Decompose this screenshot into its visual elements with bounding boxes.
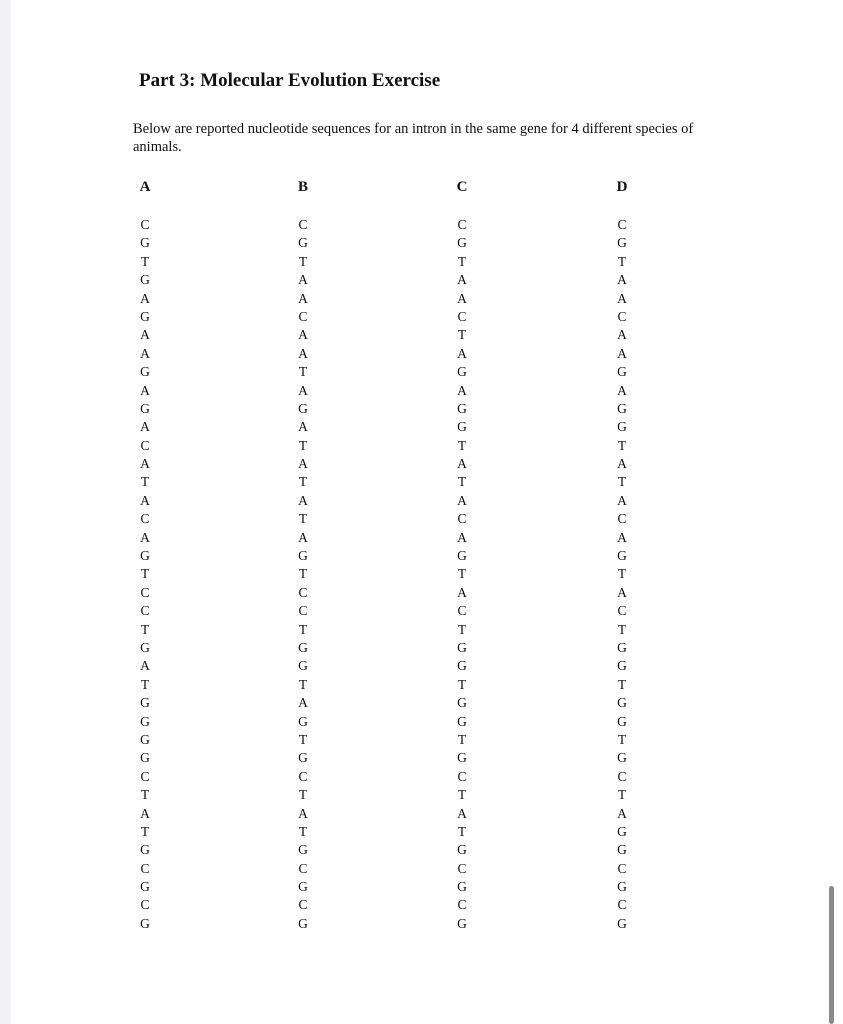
nucleotide: T (617, 731, 627, 747)
nucleotide: T (298, 823, 308, 839)
nucleotide: G (140, 235, 150, 251)
nucleotide: C (617, 860, 627, 876)
nucleotide: G (457, 419, 467, 435)
nucleotide: T (298, 787, 308, 803)
nucleotide: G (457, 364, 467, 380)
nucleotide: T (298, 437, 308, 453)
nucleotide: A (617, 805, 627, 821)
nucleotide: A (457, 805, 467, 821)
nucleotide: G (617, 842, 627, 858)
nucleotide: A (457, 529, 467, 545)
nucleotide: T (457, 823, 467, 839)
column-header: A (139, 179, 151, 195)
nucleotide: T (617, 676, 627, 692)
nucleotide: T (140, 676, 150, 692)
nucleotide: G (140, 548, 150, 564)
nucleotide: G (298, 915, 308, 931)
nucleotide-list (610, 216, 634, 933)
nucleotide: C (617, 768, 627, 784)
sequence-column-b (291, 178, 315, 933)
nucleotide: A (298, 456, 308, 472)
nucleotide: G (457, 879, 467, 895)
nucleotide: C (140, 584, 150, 600)
nucleotide: A (617, 327, 627, 343)
nucleotide: A (140, 327, 150, 343)
nucleotide: A (140, 658, 150, 674)
nucleotide: G (457, 639, 467, 655)
nucleotide: T (140, 253, 150, 269)
nucleotide: C (617, 897, 627, 913)
column-header: D (616, 179, 628, 195)
nucleotide: A (298, 805, 308, 821)
nucleotide: G (457, 750, 467, 766)
nucleotide: T (298, 511, 308, 527)
nucleotide: G (457, 695, 467, 711)
nucleotide: T (617, 787, 627, 803)
scrollbar[interactable] (829, 886, 834, 1024)
nucleotide: C (298, 860, 308, 876)
nucleotide: G (140, 695, 150, 711)
nucleotide: G (140, 842, 150, 858)
nucleotide: T (140, 621, 150, 637)
nucleotide: C (298, 603, 308, 619)
nucleotide: C (298, 217, 308, 232)
nucleotide: T (617, 437, 627, 453)
nucleotide: G (140, 400, 150, 416)
nucleotide: G (457, 235, 467, 251)
nucleotide: T (457, 566, 467, 582)
nucleotide: G (140, 272, 150, 288)
sequence-column-c (450, 178, 474, 933)
nucleotide: G (617, 235, 627, 251)
nucleotide: A (298, 345, 308, 361)
nucleotide: G (457, 658, 467, 674)
nucleotide: G (140, 750, 150, 766)
nucleotide: G (140, 915, 150, 931)
nucleotide: A (140, 382, 150, 398)
nucleotide: A (298, 529, 308, 545)
nucleotide: G (617, 639, 627, 655)
nucleotide: A (298, 290, 308, 306)
nucleotide: A (457, 584, 467, 600)
nucleotide: C (457, 860, 467, 876)
nucleotide: G (298, 658, 308, 674)
nucleotide: G (457, 400, 467, 416)
nucleotide: G (140, 308, 150, 324)
nucleotide: T (457, 253, 467, 269)
nucleotide: G (617, 915, 627, 931)
nucleotide: C (457, 511, 467, 527)
nucleotide: G (298, 548, 308, 564)
nucleotide: T (298, 731, 308, 747)
nucleotide: C (298, 308, 308, 324)
intro-paragraph: Below are reported nucleotide sequences for an intron in the same gene for 4 different species of animals. (133, 121, 694, 155)
nucleotide: A (298, 492, 308, 508)
nucleotide: G (140, 731, 150, 747)
nucleotide: C (617, 511, 627, 527)
nucleotide: T (617, 253, 627, 269)
nucleotide: T (140, 787, 150, 803)
nucleotide: G (298, 400, 308, 416)
nucleotide: G (617, 823, 627, 839)
nucleotide: G (140, 879, 150, 895)
nucleotide: A (457, 290, 467, 306)
nucleotide: C (457, 308, 467, 324)
page-title: Part 3: Molecular Evolution Exercise (139, 70, 441, 91)
nucleotide: C (457, 217, 467, 232)
nucleotide: C (140, 603, 150, 619)
sequence-column-a (133, 178, 157, 933)
nucleotide: A (457, 456, 467, 472)
nucleotide: A (457, 345, 467, 361)
nucleotide: A (617, 290, 627, 306)
nucleotide: A (617, 584, 627, 600)
nucleotide: A (617, 272, 627, 288)
nucleotide: G (617, 419, 627, 435)
nucleotide: G (617, 750, 627, 766)
nucleotide: C (140, 511, 150, 527)
nucleotide: A (140, 290, 150, 306)
nucleotide: T (617, 621, 627, 637)
nucleotide: T (298, 364, 308, 380)
nucleotide: T (140, 823, 150, 839)
nucleotide-list (133, 216, 157, 933)
nucleotide: G (457, 842, 467, 858)
nucleotide: C (140, 860, 150, 876)
nucleotide: T (457, 327, 467, 343)
column-header: B (297, 179, 308, 195)
nucleotide: A (617, 492, 627, 508)
nucleotide: T (457, 474, 467, 490)
nucleotide: A (140, 529, 150, 545)
nucleotide: A (617, 382, 627, 398)
nucleotide: C (457, 897, 467, 913)
nucleotide: G (457, 915, 467, 931)
nucleotide: G (298, 750, 308, 766)
nucleotide: G (617, 879, 627, 895)
nucleotide: G (617, 400, 627, 416)
nucleotide: C (457, 603, 467, 619)
nucleotide: A (140, 805, 150, 821)
nucleotide: G (617, 658, 627, 674)
nucleotide: C (298, 584, 308, 600)
nucleotide: G (140, 713, 150, 729)
nucleotide-list (291, 216, 315, 933)
nucleotide: G (617, 695, 627, 711)
nucleotide: A (298, 419, 308, 435)
nucleotide: T (457, 787, 467, 803)
nucleotide: C (617, 308, 627, 324)
nucleotide: T (140, 566, 150, 582)
nucleotide: A (140, 456, 150, 472)
nucleotide: G (457, 713, 467, 729)
nucleotide: A (140, 345, 150, 361)
nucleotide: G (298, 842, 308, 858)
nucleotide: C (140, 217, 150, 232)
nucleotide: T (298, 253, 308, 269)
sequence-column-d (610, 178, 634, 933)
nucleotide: A (617, 345, 627, 361)
nucleotide: G (617, 548, 627, 564)
nucleotide: A (140, 492, 150, 508)
nucleotide: A (298, 382, 308, 398)
nucleotide: C (298, 768, 308, 784)
nucleotide: A (617, 529, 627, 545)
nucleotide: C (617, 603, 627, 619)
nucleotide: A (298, 695, 308, 711)
nucleotide: T (457, 621, 467, 637)
nucleotide: G (617, 364, 627, 380)
nucleotide: T (298, 676, 308, 692)
nucleotide: A (457, 492, 467, 508)
nucleotide: G (298, 713, 308, 729)
nucleotide: T (298, 621, 308, 637)
nucleotide: G (298, 639, 308, 655)
nucleotide: C (457, 768, 467, 784)
nucleotide: T (457, 676, 467, 692)
nucleotide: G (617, 713, 627, 729)
nucleotide: A (140, 419, 150, 435)
nucleotide: C (140, 437, 150, 453)
nucleotide: A (298, 327, 308, 343)
nucleotide-list (450, 216, 474, 933)
nucleotide: T (457, 437, 467, 453)
nucleotide: C (617, 217, 627, 232)
nucleotide: T (298, 474, 308, 490)
nucleotide: A (617, 456, 627, 472)
nucleotide: T (298, 566, 308, 582)
nucleotide: C (298, 897, 308, 913)
nucleotide: T (617, 474, 627, 490)
column-header: C (456, 179, 468, 195)
nucleotide: G (457, 548, 467, 564)
nucleotide: G (140, 364, 150, 380)
nucleotide: G (298, 235, 308, 251)
nucleotide: T (140, 474, 150, 490)
nucleotide: G (140, 639, 150, 655)
nucleotide: A (298, 272, 308, 288)
nucleotide: G (298, 879, 308, 895)
nucleotide: T (457, 731, 467, 747)
nucleotide: T (617, 566, 627, 582)
nucleotide: C (140, 897, 150, 913)
nucleotide: A (457, 382, 467, 398)
nucleotide: C (140, 768, 150, 784)
nucleotide: A (457, 272, 467, 288)
